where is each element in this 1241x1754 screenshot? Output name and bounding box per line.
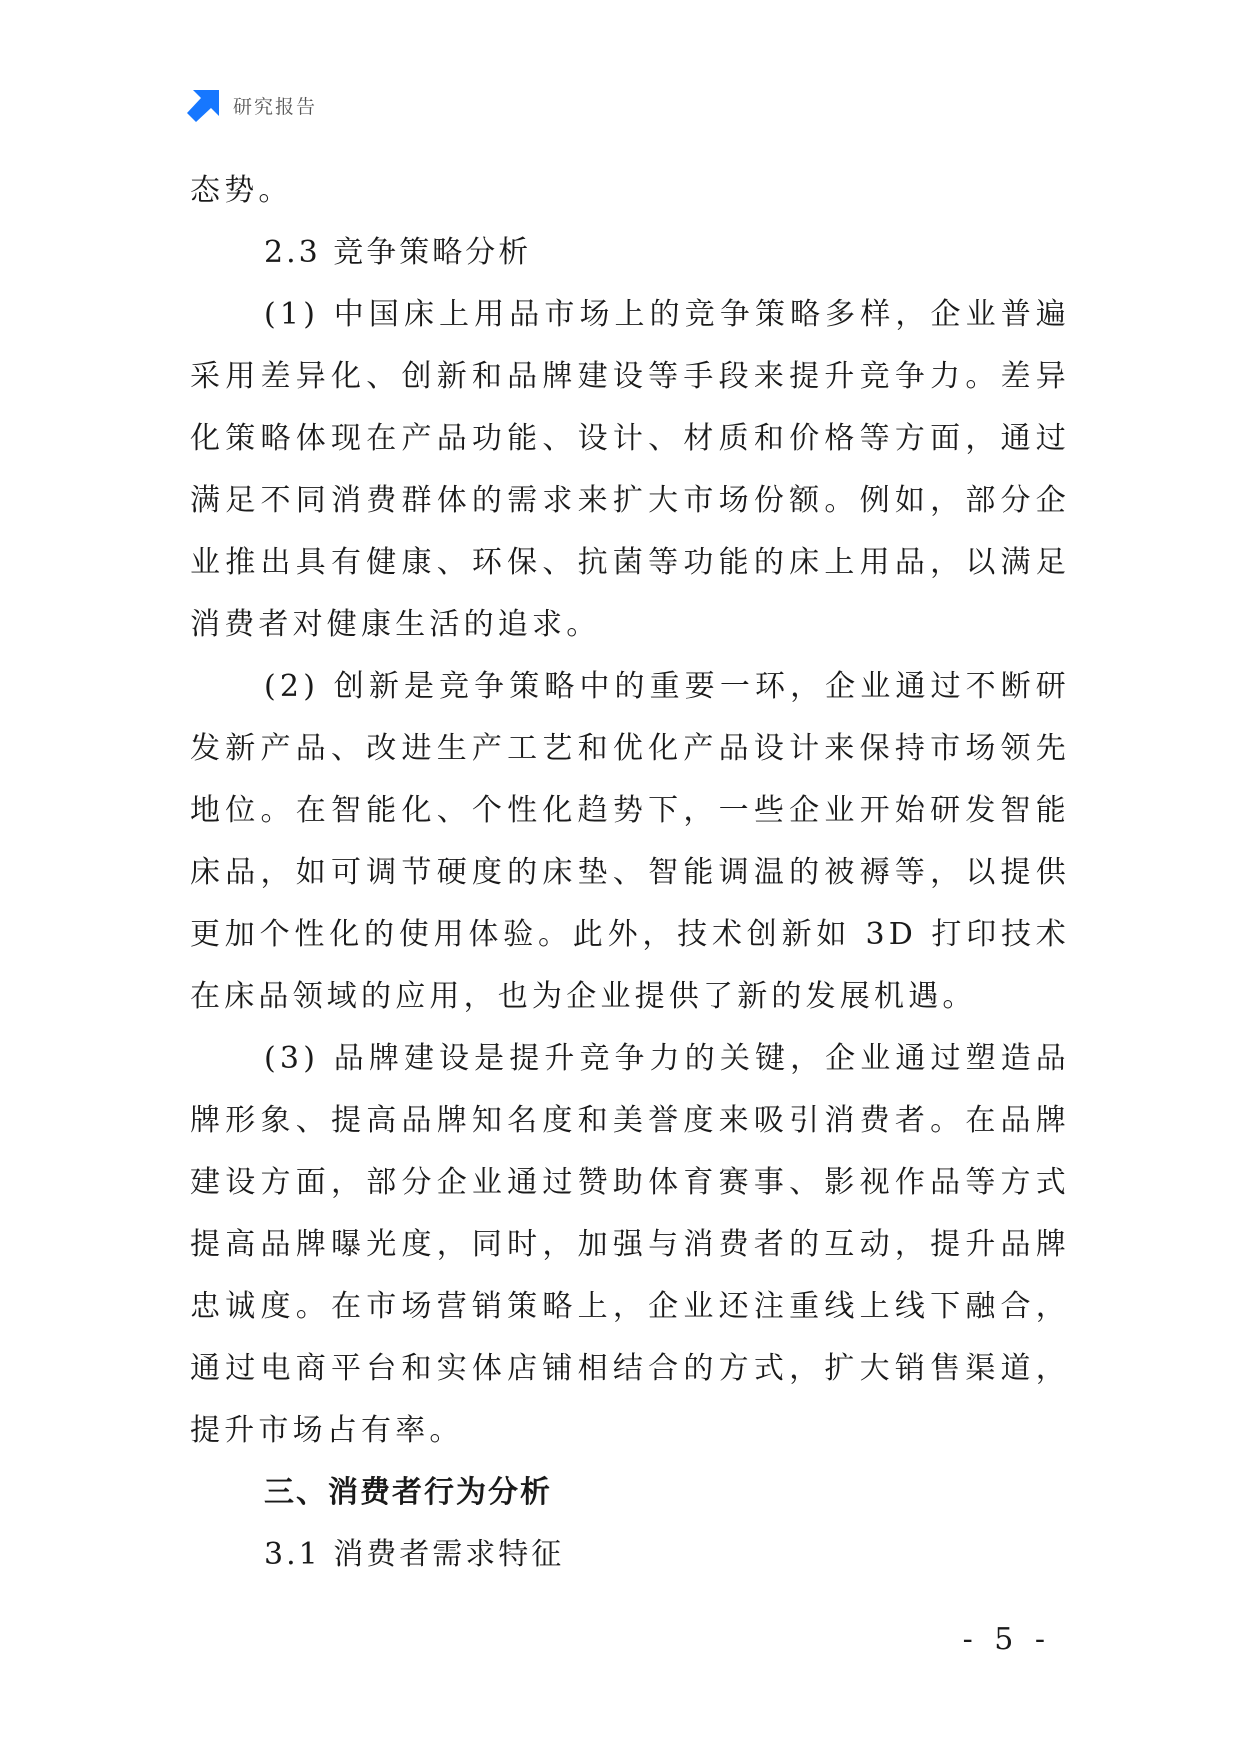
continuation-text: 态势。 [190,173,293,208]
page-number: - 5 - [962,1622,1051,1657]
header-title: 研究报告 [233,95,318,118]
paragraph-3: (3) 品牌建设是提升竞争力的关键，企业通过塑造品牌形象、提高品牌知名度和美誉度来吸引消费者。在品牌建设方面，部分企业通过赞助体育赛事、影视作品等方式提高品牌曝光度，同时，加强与消费者的互动，提升品牌忠诚度。在市场营销策略上，企业还注重线上线下融合，通过电商平台和实体店铺相结合的方式，扩大销售渠道，提升市场占有率。 [190,1041,1070,1448]
section-heading-3-1: 3.1 消费者需求特征 [264,1537,565,1572]
section-heading-2-3: 2.3 竞争策略分析 [264,235,532,270]
document-body [190,160,1070,1586]
arrow-up-right-icon [187,88,221,122]
page-header [187,88,317,122]
paragraph-1: (1) 中国床上用品市场上的竞争策略多样，企业普遍采用差异化、创新和品牌建设等手段来提升竞争力。差异化策略体现在产品功能、设计、材质和价格等方面，通过满足不同消费群体的需求来扩大市场份额。例如，部分企业推出具有健康、环保、抗菌等功能的床上用品，以满足消费者对健康生活的追求。 [190,297,1070,642]
paragraph-2: (2) 创新是竞争策略中的重要一环，企业通过不断研发新产品、改进生产工艺和优化产品设计来保持市场领先地位。在智能化、个性化趋势下，一些企业开始研发智能床品，如可调节硬度的床垫、智能调温的被褥等，以提供更加个性化的使用体验。此外，技术创新如 3D 打印技术在床品领域的应用，也为企业提供了新的发展机遇。 [190,669,1070,1014]
chapter-heading-3: 三、消费者行为分析 [264,1475,552,1510]
